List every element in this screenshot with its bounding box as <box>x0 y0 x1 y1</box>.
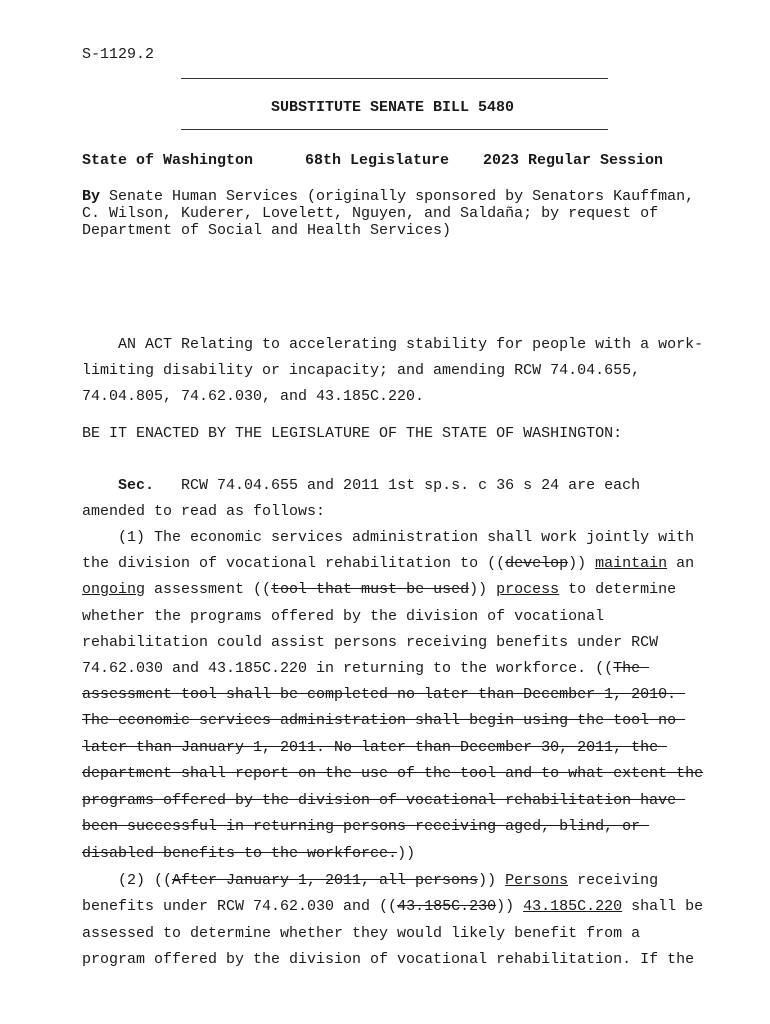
p1-struck-line-1: assessment tool shall be completed no later than December 1, 2010. <box>82 686 686 703</box>
act-line-2: limiting disability or incapacity; and amending RCW 74.04.655, <box>82 362 641 379</box>
title-rule-bottom <box>181 129 608 130</box>
struck-text: tool that must be used <box>271 581 470 598</box>
act-line-1: AN ACT Relating to accelerating stability for people with a work- <box>82 336 704 353</box>
p1-line-3: ongoing assessment ((tool that must be used)) process to determine <box>82 581 677 598</box>
bill-title: SUBSTITUTE SENATE BILL 5480 <box>271 99 515 116</box>
session-label: 2023 Regular Session <box>483 152 664 169</box>
p2-line-1: (2) ((After January 1, 2011, all persons)) Persons receiving <box>82 872 659 889</box>
p1-line-2: the division of vocational rehabilitation to ((develop)) maintain an <box>82 555 695 572</box>
p1-struck-line-5: programs offered by the division of vocational rehabilitation have <box>82 792 686 809</box>
act-line-3: 74.04.805, 74.62.030, and 43.185C.220. <box>82 388 425 405</box>
sponsor-line-1 <box>82 188 694 206</box>
p1-struck-line-2: The economic services administration shall begin using the tool no <box>82 712 686 729</box>
title-rule-top <box>181 78 608 79</box>
section-line-2: amended to read as follows: <box>82 503 326 520</box>
doc-id: S-1129.2 <box>82 46 155 63</box>
added-text: process <box>496 581 560 598</box>
added-text: ongoing <box>82 581 146 598</box>
sponsor-line-3: Department of Social and Health Services) <box>82 222 452 239</box>
struck-text: The <box>613 660 650 677</box>
p1-line-5: rehabilitation could assist persons receiving benefits under RCW <box>82 634 659 651</box>
state-label: State of Washington <box>82 152 254 169</box>
struck-text: After January 1, 2011, all persons <box>172 872 479 889</box>
sponsor-text: Senate Human Services (originally sponsored by Senators Kauffman, <box>100 188 695 205</box>
sponsor-line-2: C. Wilson, Kuderer, Lovelett, Nguyen, and Saldaña; by request of <box>82 205 659 222</box>
p2-line-2: benefits under RCW 74.62.030 and ((43.185C.230)) 43.185C.220 shall be <box>82 898 704 915</box>
added-text: Persons <box>505 872 569 889</box>
p1-line-1: (1) The economic services administration shall work jointly with <box>82 529 695 546</box>
p1-struck-line-4: department shall report on the use of the tool and to what extent the <box>82 765 704 782</box>
legislature-label: 68th Legislature <box>305 152 450 169</box>
section-line-1: Sec. RCW 74.04.655 and 2011 1st sp.s. c 36 s 24 are each <box>118 477 641 494</box>
p1-line-6: 74.62.030 and 43.185C.220 in returning to the workforce. ((The <box>82 660 650 677</box>
struck-text: develop <box>505 555 569 572</box>
by-label: By <box>82 188 101 205</box>
p1-line-4: whether the programs offered by the division of vocational <box>82 608 605 625</box>
p2-line-3: assessed to determine whether they would likely benefit from a <box>82 925 641 942</box>
p2-line-4: program offered by the division of vocational rehabilitation. If the <box>82 951 695 968</box>
added-text: 43.185C.220 <box>523 898 623 915</box>
enacting-clause: BE IT ENACTED BY THE LEGISLATURE OF THE STATE OF WASHINGTON: <box>82 425 623 442</box>
p1-struck-line-6: been successful in returning persons receiving aged, blind, or <box>82 818 650 835</box>
p1-struck-line-3: later than January 1, 2011. No later than December 30, 2011, the <box>82 739 668 756</box>
added-text: maintain <box>595 555 668 572</box>
sec-label: Sec. <box>118 477 155 494</box>
p1-struck-line-7: disabled benefits to the workforce.)) <box>82 845 416 862</box>
struck-text: 43.185C.230 <box>397 898 497 915</box>
